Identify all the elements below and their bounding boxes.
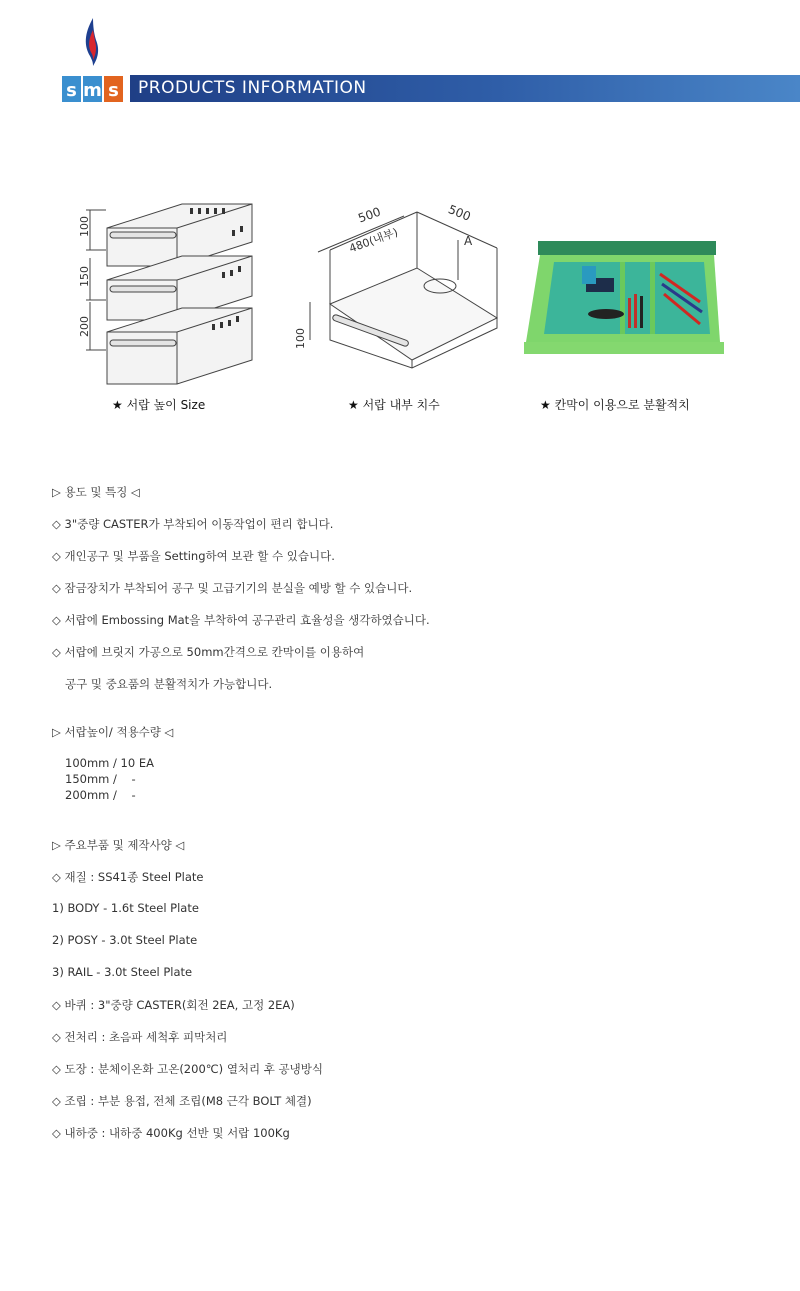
banner-title: PRODUCTS INFORMATION [138, 78, 367, 98]
dim-width: 500 [356, 204, 383, 226]
products-information-banner [130, 75, 800, 102]
height-row: 200mm / - [65, 788, 136, 802]
svg-text:m: m [83, 80, 102, 101]
dim-150: 150 [78, 266, 91, 287]
parts-item: ◇ 바퀴 : 3"중량 CASTER(회전 2EA, 고정 2EA) [52, 998, 295, 1012]
parts-item: ◇ 조립 : 부분 용접, 전체 조립(M8 근각 BOLT 체결) [52, 1094, 312, 1108]
caption-drawer-inner: ★ 서랍 내부 치수 [348, 398, 440, 412]
height-heading: ▷ 서랍높이/ 적용수량 ◁ [52, 725, 174, 739]
parts-item: ◇ 전처리 : 초음파 세척후 피막처리 [52, 1030, 228, 1044]
usage-item: ◇ 개인공구 및 부품을 Setting하여 보관 할 수 있습니다. [52, 549, 335, 563]
height-row: 150mm / - [65, 772, 136, 786]
parts-item: 2) POSY - 3.0t Steel Plate [52, 933, 198, 947]
dim-depth: 500 [446, 202, 473, 224]
drawer-inner-dimension-drawing [292, 190, 502, 380]
parts-item: 3) RAIL - 3.0t Steel Plate [52, 965, 193, 979]
company-logo [62, 14, 124, 104]
parts-item: ◇ 내하중 : 내하중 400Kg 선반 및 서랍 100Kg [52, 1126, 290, 1140]
usage-item: ◇ 3"중량 CASTER가 부착되어 이동작업이 편리 합니다. [52, 517, 334, 531]
dim-inner: 480(내부) [347, 225, 400, 256]
parts-heading: ▷ 주요부품 및 제작사양 ◁ [52, 838, 185, 852]
parts-item: 1) BODY - 1.6t Steel Plate [52, 901, 199, 915]
dim-a: A [464, 234, 473, 248]
caption-drawer-partition: ★ 칸막이 이용으로 분활적치 [540, 398, 690, 412]
dim-height: 100 [294, 328, 307, 349]
dim-200: 200 [78, 316, 91, 337]
dim-100: 100 [78, 216, 91, 237]
usage-heading: ▷ 용도 및 특징 ◁ [52, 485, 140, 499]
height-row: 100mm / 10 EA [65, 756, 154, 770]
parts-item: ◇ 도장 : 분체이온화 고온(200℃) 열처리 후 공냉방식 [52, 1062, 323, 1076]
usage-item: ◇ 서랍에 브릿지 가공으로 50mm간격으로 칸막이를 이용하여 [52, 645, 365, 659]
parts-item: ◇ 재질 : SS41종 Steel Plate [52, 870, 204, 884]
drawer-partition-photo [524, 238, 724, 358]
usage-item: ◇ 서랍에 Embossing Mat을 부착하여 공구관리 효율성을 생각하였습니다. [52, 613, 430, 627]
usage-item: ◇ 잠금장치가 부착되어 공구 및 고급기기의 분실을 예방 할 수 있습니다. [52, 581, 413, 595]
usage-item-continued: 공구 및 중요품의 분활적치가 가능합니다. [65, 677, 273, 691]
drawer-height-drawing [72, 190, 262, 390]
svg-text:s: s [108, 80, 119, 101]
caption-drawer-height: ★ 서랍 높이 Size [112, 398, 206, 412]
svg-text:s: s [66, 80, 77, 101]
